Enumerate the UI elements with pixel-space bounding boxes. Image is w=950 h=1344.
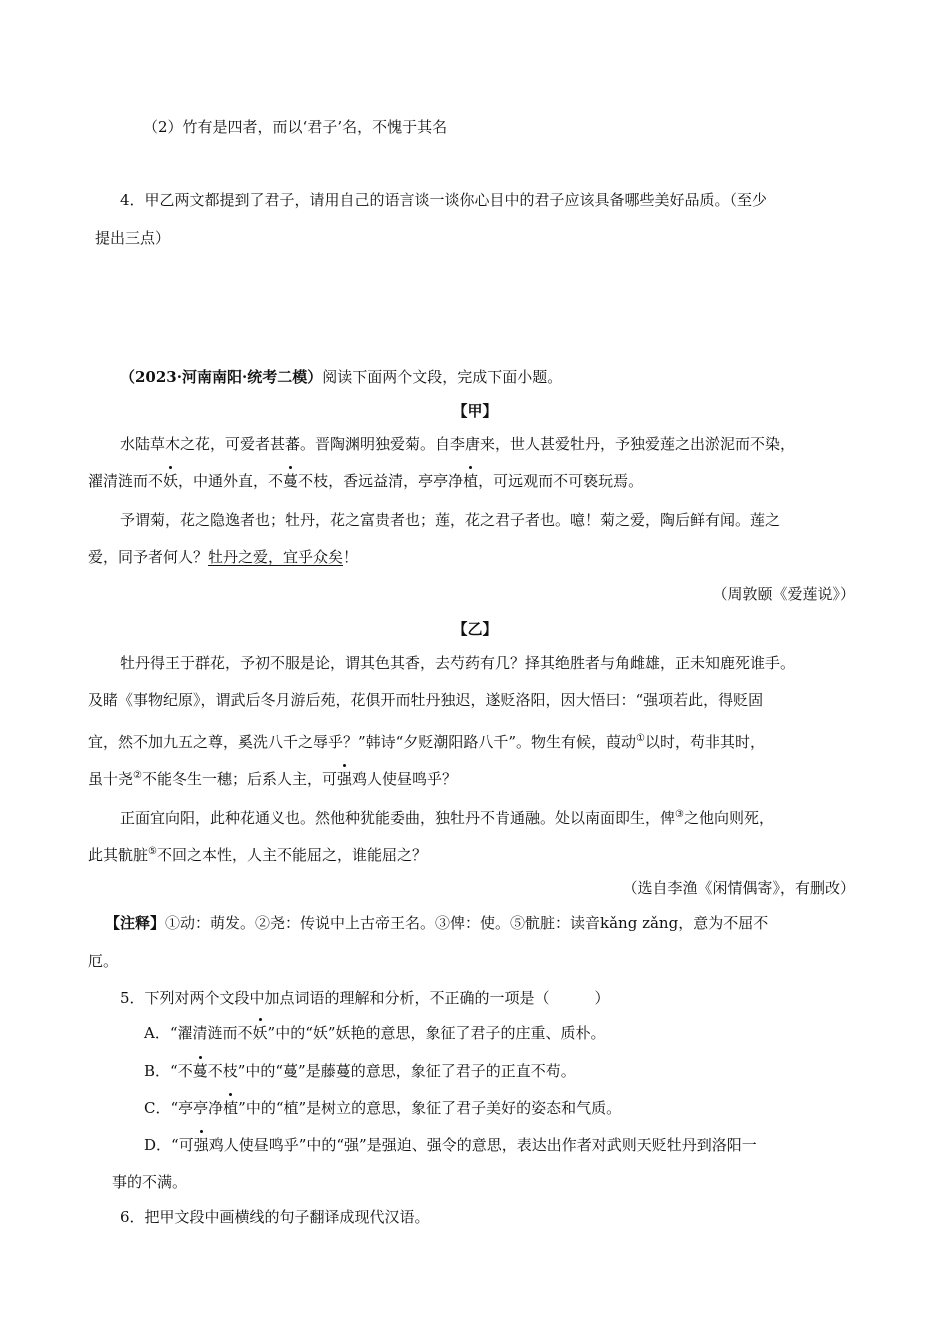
option-b[interactable]: B．“不蔓不枝”中的“蔓”是藤蔓的意思，象征了君子的正直不苟。 — [144, 1062, 576, 1080]
section-source: （2023·河南南阳·统考二模） — [120, 368, 323, 386]
dotted-char-qiang: 强 — [193, 1136, 209, 1154]
section-instruction: 阅读下面两个文段，完成下面小题。 — [322, 368, 563, 386]
dotted-char-man: 蔓 — [283, 472, 299, 490]
yi-p1-line-4: 虽十尧②不能冬生一穗；后系人主，可强鸡人使昼鸣乎？ — [88, 770, 458, 788]
dotted-char-zhi: 植 — [463, 472, 479, 490]
yi-p1-line-2: 及睹《事物纪原》，谓武后冬月游后苑，花俱开而牡丹独迟，遂贬洛阳，因大悟曰：“强项若此，得贬固 — [88, 691, 764, 709]
option-c[interactable]: C．“亭亭净植”中的“植”是树立的意思，象征了君子美好的姿态和气质。 — [144, 1099, 622, 1117]
dotted-char-qiang: 强 — [337, 770, 353, 788]
passage-jia-heading: 【甲】 — [452, 402, 498, 420]
jia-p2-line-2: 爱，同予者何人？牡丹之爱，宜乎众矣！ — [88, 548, 359, 566]
q3-answer-2: （2）竹有是四者，而以‘君子’名，不愧于其名 — [143, 118, 448, 136]
dotted-char-zhi: 植 — [223, 1099, 239, 1117]
yi-attribution: （选自李渔《闲情偶寄》，有删改） — [622, 879, 855, 897]
jia-p1-line-2: 濯清涟而不妖，中通外直，不蔓不枝，香远益清，亭亭净植，可远观而不可亵玩焉。 — [88, 472, 644, 490]
footnote-marker: ② — [133, 770, 142, 781]
underlined-sentence: 牡丹之爱，宜乎众矣 — [208, 548, 344, 566]
yi-p1-line-3: 宜，然不加九五之尊，奚洗八千之辱乎？”韩诗“夕贬潮阳路八千”。物生有候，葭动①以时，苟非其时， — [88, 733, 765, 751]
yi-p2-line-2: 此其骯脏⑤不回之本性，人主不能屈之，谁能屈之？ — [88, 846, 427, 864]
dotted-char-yao: 妖 — [252, 1024, 268, 1042]
option-d[interactable]: D．“可强鸡人使昼鸣乎”中的“强”是强迫、强令的意思，表达出作者对武则天贬牡丹到洛阳一 — [144, 1136, 757, 1154]
footnote-marker: ③ — [675, 809, 684, 820]
question-6: 6．把甲文段中画横线的句子翻译成现代汉语。 — [120, 1208, 430, 1226]
footnote-marker: ⑤ — [148, 846, 157, 857]
notes-line-1: 【注释】①动：萌发。②尧：传说中上古帝王名。③俾：使。⑤骯脏：读音kǎng zǎng，意为不屈不 — [105, 914, 769, 932]
yi-p1-line-1: 牡丹得王于群花，予初不服是论，谓其色其香，去芍药有几？择其绝胜者与角雌雄，正未知鹿死谁手。 — [120, 654, 796, 672]
dotted-char-yao: 妖 — [163, 472, 179, 490]
question-5-stem: 5．下列对两个文段中加点词语的理解和分析，不正确的一项是（ ） — [120, 989, 610, 1007]
jia-p1-line-1: 水陆草木之花，可爱者甚蕃。晋陶渊明独爱菊。自李唐来，世人甚爱牡丹，予独爱莲之出淤泥而不染， — [120, 435, 796, 453]
dotted-char-man: 蔓 — [192, 1062, 208, 1080]
option-d-line-2: 事的不满。 — [112, 1173, 188, 1191]
jia-attribution: （周敦颐《爱莲说》） — [712, 585, 855, 603]
passage-yi-heading: 【乙】 — [452, 620, 498, 638]
jia-p2-line-1: 予谓菊，花之隐逸者也；牡丹，花之富贵者也；莲，花之君子者也。噫！菊之爱，陶后鲜有闻。莲之 — [120, 511, 781, 529]
question-4-line-1: 4．甲乙两文都提到了君子，请用自己的语言谈一谈你心目中的君子应该具备哪些美好品质。（至少 — [120, 191, 768, 209]
yi-p2-line-1: 正面宜向阳，此种花通义也。然他种犹能委曲，独牡丹不肯通融。处以南面即生，俾③之他向则死， — [120, 809, 774, 827]
footnote-marker: ① — [636, 733, 645, 744]
section-intro — [120, 366, 562, 388]
question-4-line-2: 提出三点） — [95, 229, 171, 247]
notes-label: 【注释】 — [105, 914, 166, 932]
notes-line-2: 厄。 — [88, 952, 119, 970]
option-a[interactable]: A．“濯清涟而不妖”中的“妖”妖艳的意思，象征了君子的庄重、质朴。 — [144, 1024, 606, 1042]
